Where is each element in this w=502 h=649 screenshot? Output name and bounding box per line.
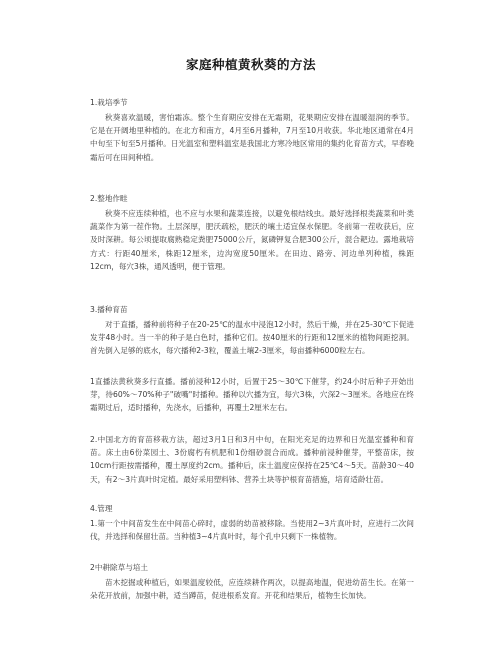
section-heading-1: 1.栽培季节 [90, 98, 128, 107]
section-heading-2: 2.整地作畦 [90, 194, 128, 203]
section-3-paragraph-3: 2.中国北方的育苗移栽方法，超过3月1日和3月中旬，在阳光充足的边界和日光温室播种和育苗。床土由6份菜园土、3份腐朽有机肥和1份细砂混合而成。播种前浸种催芽，平整苗床，按10cm行距按需播种，覆土厚度约2cm。播种后，床土温度应保持在25℃4～5天。苗龄30～40天，有2～3片真叶时定植。最好采用塑料钵、营养土块等护根育苗措施，培育适龄壮苗。 [90, 435, 414, 484]
section-heading-5: 2中耕除草与培土 [90, 563, 148, 572]
section-3-paragraph-1: 对于直播，播种前将种子在20-25℃的温水中浸泡12小时，然后干燥，并在25-30℃下促进发芽48小时。当一半的种子是白色时，播种它们。按40厘米的行距和12厘米的植物间距挖洞。首先倒入足够的底水，每穴播种2-3粒，覆盖土壤2-3厘米，每亩播种6000粒左右。 [90, 320, 414, 356]
section-5-paragraph-1: 苗木挖掘或种植后，如果温度较低，应连续耕作两次，以提高地温，促进幼苗生长。在第一朵花开放前，加强中耕，适当蹲苗，促进根系发育。开花和结果后，植物生长加快。 [90, 578, 414, 601]
section-1-paragraph-1: 秋葵喜欢温暖，害怕霜冻。整个生育期应安排在无霜期，花果期应安排在温暖湿润的季节。它是在开阔地里种植的。在北方和南方，4月至6月播种，7月至10月收获。华北地区通常在4月中旬至下旬至5月播种。日光温室和塑料温室是我国北方寒冷地区常用的集约化育苗方式，早春晚霜后可在田间种植。 [90, 113, 414, 162]
section-3-paragraph-2: 1直播法黄秋葵多行直播。播前浸种12小时，后置于25～30℃下催芽，约24小时后种子开始出芽，待60%～70%种子"破嘴"时播种。播种以穴播为宜，每穴3株，穴深2～3厘米。各地应在终霜期过后，适时播种，先浇水，后播种，再覆土2厘米左右。 [90, 377, 414, 413]
section-2-paragraph-1: 秋葵不应连续种植，也不应与水果和蔬菜连接，以避免根结线虫。最好选择根类蔬菜和叶类蔬菜作为第一茬作物。土层深厚，肥沃疏松，肥沃的壤土适宜保水保肥。冬前第一茬收获后，应及时深耕。每公顷提取腐熟稳定粪肥75000公斤，氮磷钾复合肥300公斤，混合耙边。露地栽培方式：行距40厘米，株距12厘米，边沟宽度50厘米。在田边、路旁、河边单列种植，株距12cm，每穴3株，通风透明，便于管理。 [90, 209, 414, 271]
section-heading-3: 3.播种育苗 [90, 305, 128, 314]
document-title: 家庭种植黄秋葵的方法 [185, 57, 316, 72]
section-4-paragraph-1: 1.第一个中间苗发生在中间苗心碎时，虚弱的幼苗被移除。当使用2~3片真叶时，应进行二次间伐，并选择和保留壮苗。当种植3~4片真叶时，每个孔中只剩下一株植物。 [90, 519, 414, 542]
section-heading-4: 4.管理 [90, 504, 113, 513]
